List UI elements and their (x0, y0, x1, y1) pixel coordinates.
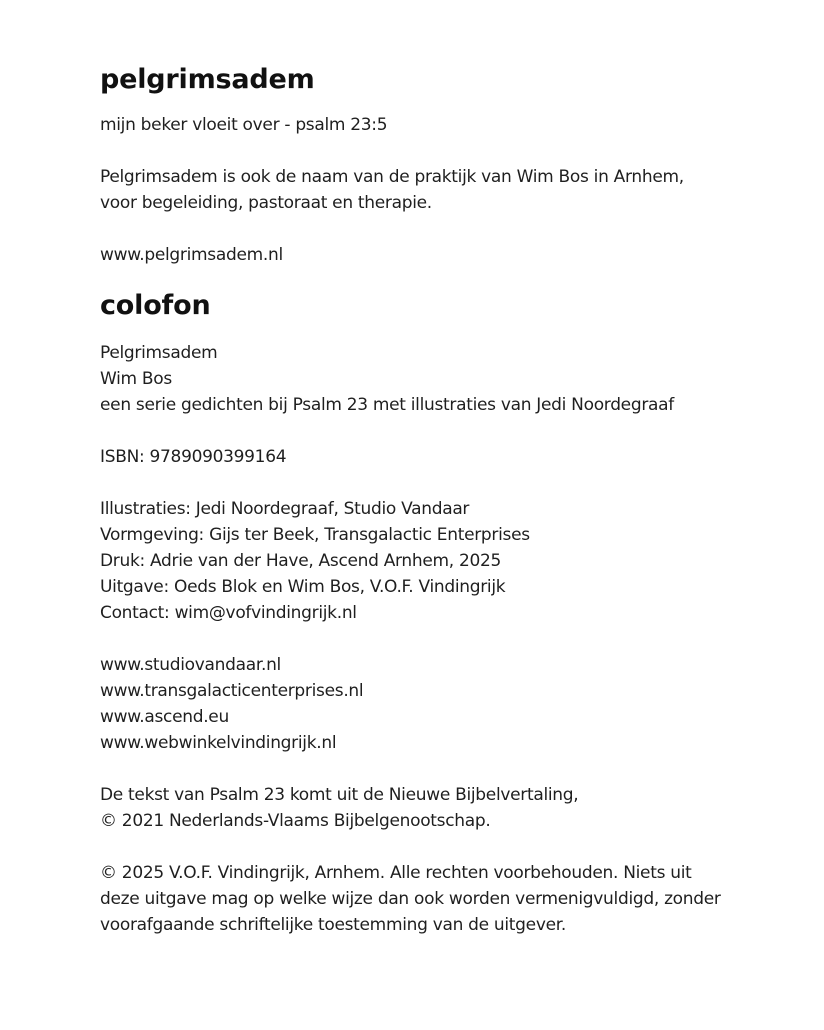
description-paragraph (100, 164, 780, 216)
section-title-colofon: colofon (100, 290, 211, 321)
website-transgalactic[interactable]: www.transgalacticenterprises.nl (100, 681, 364, 701)
document-page (100, 62, 780, 938)
bible-note-line: © 2021 Nederlands-Vlaams Bijbelgenootschap. (100, 811, 491, 831)
book-info (100, 340, 780, 418)
book-title: Pelgrimsadem (100, 343, 218, 363)
website-studiovandaar[interactable]: www.studiovandaar.nl (100, 655, 281, 675)
credits-list (100, 496, 780, 626)
credit-contact: Contact: wim@vofvindingrijk.nl (100, 603, 357, 623)
websites-list (100, 652, 780, 756)
book-description: een serie gedichten bij Psalm 23 met illustraties van Jedi Noordegraaf (100, 395, 674, 415)
copyright-notice (100, 860, 780, 938)
copyright-line: deze uitgave mag op welke wijze dan ook worden vermenigvuldigd, zonder (100, 889, 721, 909)
credit-publisher: Uitgave: Oeds Blok en Wim Bos, V.O.F. Vindingrijk (100, 577, 506, 597)
bible-note (100, 782, 780, 834)
subtitle-quote: mijn beker vloeit over - psalm 23:5 (100, 115, 388, 135)
credit-print: Druk: Adrie van der Have, Ascend Arnhem, 2025 (100, 551, 502, 571)
website-ascend[interactable]: www.ascend.eu (100, 707, 229, 727)
bible-note-line: De tekst van Psalm 23 komt uit de Nieuwe Bijbelvertaling, (100, 785, 579, 805)
credit-design: Vormgeving: Gijs ter Beek, Transgalactic Enterprises (100, 525, 530, 545)
copyright-line: © 2025 V.O.F. Vindingrijk, Arnhem. Alle rechten voorbehouden. Niets uit (100, 863, 692, 883)
website-webwinkel[interactable]: www.webwinkelvindingrijk.nl (100, 733, 337, 753)
book-author: Wim Bos (100, 369, 172, 389)
copyright-line: voorafgaande schriftelijke toestemming van de uitgever. (100, 915, 566, 935)
isbn: ISBN: 9789090399164 (100, 447, 287, 467)
description-line: voor begeleiding, pastoraat en therapie. (100, 193, 432, 213)
description-line: Pelgrimsadem is ook de naam van de praktijk van Wim Bos in Arnhem, (100, 167, 684, 187)
credit-illustrations: Illustraties: Jedi Noordegraaf, Studio Vandaar (100, 499, 470, 519)
section-title-pelgrimsadem: pelgrimsadem (100, 64, 315, 95)
website-pelgrimsadem[interactable]: www.pelgrimsadem.nl (100, 245, 283, 265)
